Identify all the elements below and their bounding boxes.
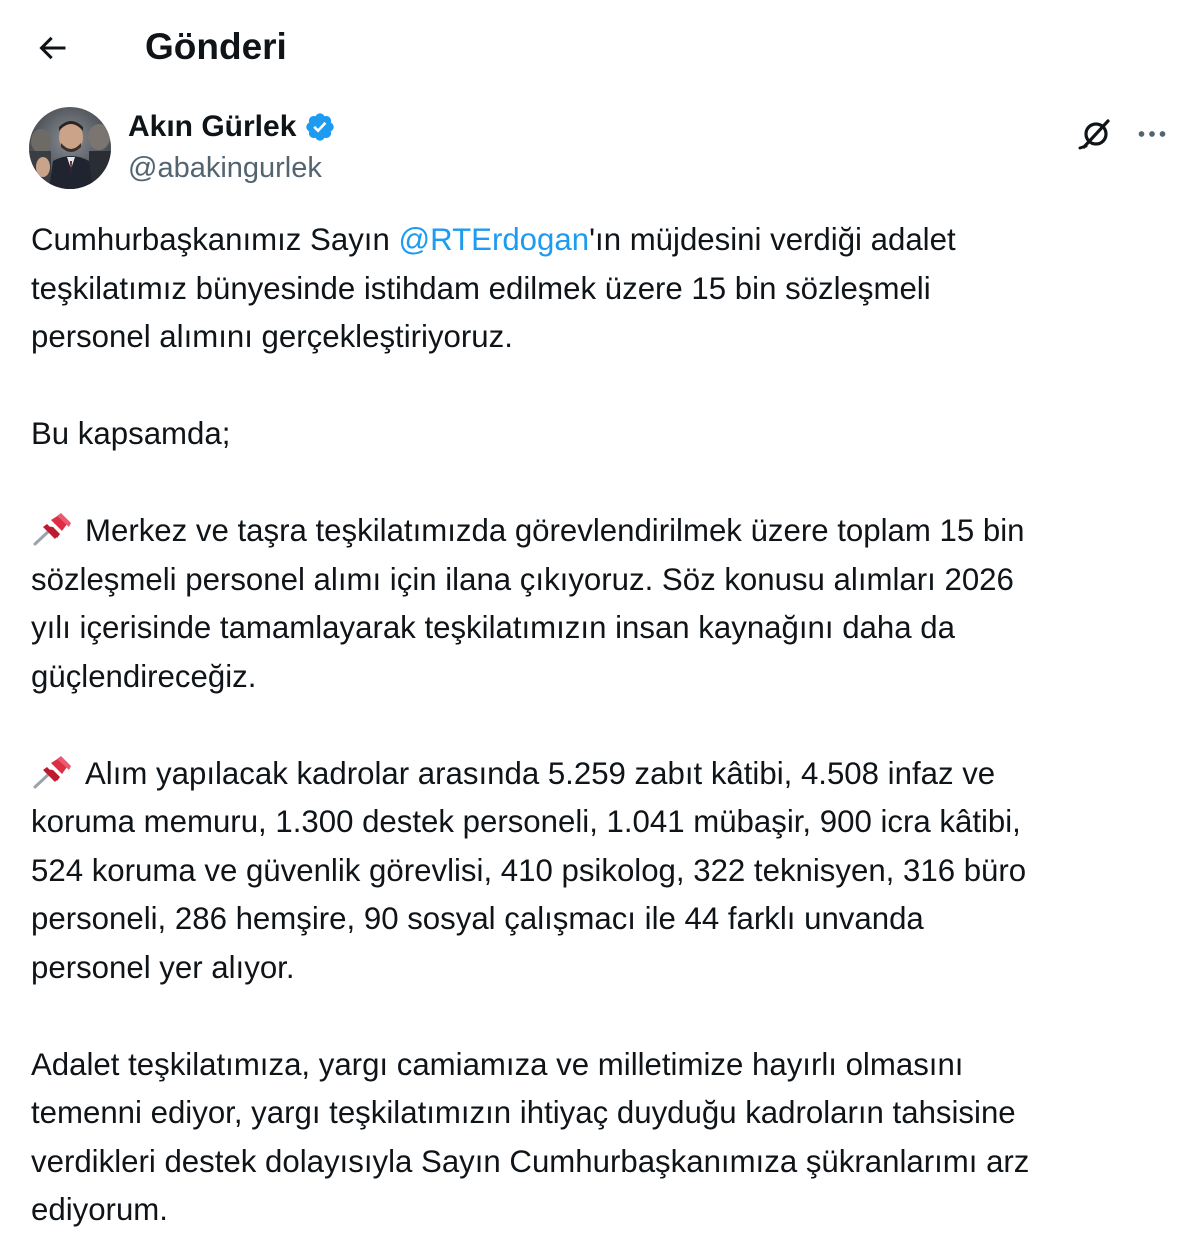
text-line: sözleşmeli personel alımı için ilana çıkıyoruz. Söz konusu alımları 2026 [31,561,1014,597]
text-line: verdikleri destek dolayısıyla Sayın Cumhurbaşkanımıza şükranlarımı arz [31,1143,1030,1179]
text-line: Bu kapsamda; [31,416,231,451]
back-button[interactable] [30,26,74,70]
more-options-button[interactable] [1130,112,1174,156]
tweet-text [31,216,1171,1235]
text-line: koruma memuru, 1.300 destek personeli, 1.041 mübaşir, 900 icra kâtibi, [31,804,1021,839]
blank-line [31,701,1171,750]
pushpin-emoji-icon [31,512,75,546]
pushpin-emoji-icon [31,755,75,789]
user-handle[interactable]: @abakingurlek [128,152,322,184]
blank-line [31,459,1171,508]
text-line: temenni ediyor, yargı teşkilatımızın ihtiyaç duyduğu kadroların tahsisine [31,1095,1016,1130]
more-horizontal-icon [1134,116,1170,152]
display-name[interactable]: Akın Gürlek [128,110,297,143]
text-line [31,750,1171,799]
page-title: Gönderi [145,26,287,67]
grok-button[interactable] [1074,112,1118,156]
text-line: ediyorum. [31,1192,168,1227]
text-line: Adalet teşkilatımıza, yargı camiamıza ve milletimize hayırlı olmasını [31,1046,964,1082]
display-name-row [128,108,336,146]
text-line [31,507,1171,556]
blank-line [31,362,1171,411]
text-segment: Alım yapılacak kadrolar arasında 5.259 zabıt kâtibi, 4.508 infaz ve [85,755,996,791]
verified-badge-icon [304,111,336,143]
top-bar [0,0,1200,96]
grok-icon [1078,116,1114,152]
arrow-left-icon [34,30,70,66]
text-line [31,216,1171,265]
blank-line [31,992,1171,1041]
text-line: yılı içerisinde tamamlayarak teşkilatımızın insan kaynağını daha da [31,610,955,645]
tweet-header [0,100,1200,196]
text-line: personeli, 286 hemşire, 90 sosyal çalışmacı ile 44 farklı unvanda [31,901,924,936]
text-segment: Merkez ve taşra teşkilatımızda görevlendirilmek üzere toplam 15 bin [85,513,1025,548]
mention-link[interactable]: @RTErdogan [398,222,590,257]
text-line: güçlendireceğiz. [31,658,257,694]
text-segment: 'ın müjdesini verdiği adalet [589,222,956,257]
avatar[interactable] [29,107,111,189]
text-line: teşkilatımız bünyesinde istihdam edilmek üzere 15 bin sözleşmeli [31,270,931,306]
text-segment: Cumhurbaşkanımız Sayın [31,222,399,257]
text-line: 524 koruma ve güvenlik görevlisi, 410 psikolog, 322 teknisyen, 316 büro [31,852,1027,888]
avatar-image [29,107,111,189]
text-line: personel yer alıyor. [31,949,295,985]
text-line: personel alımını gerçekleştiriyoruz. [31,319,513,354]
